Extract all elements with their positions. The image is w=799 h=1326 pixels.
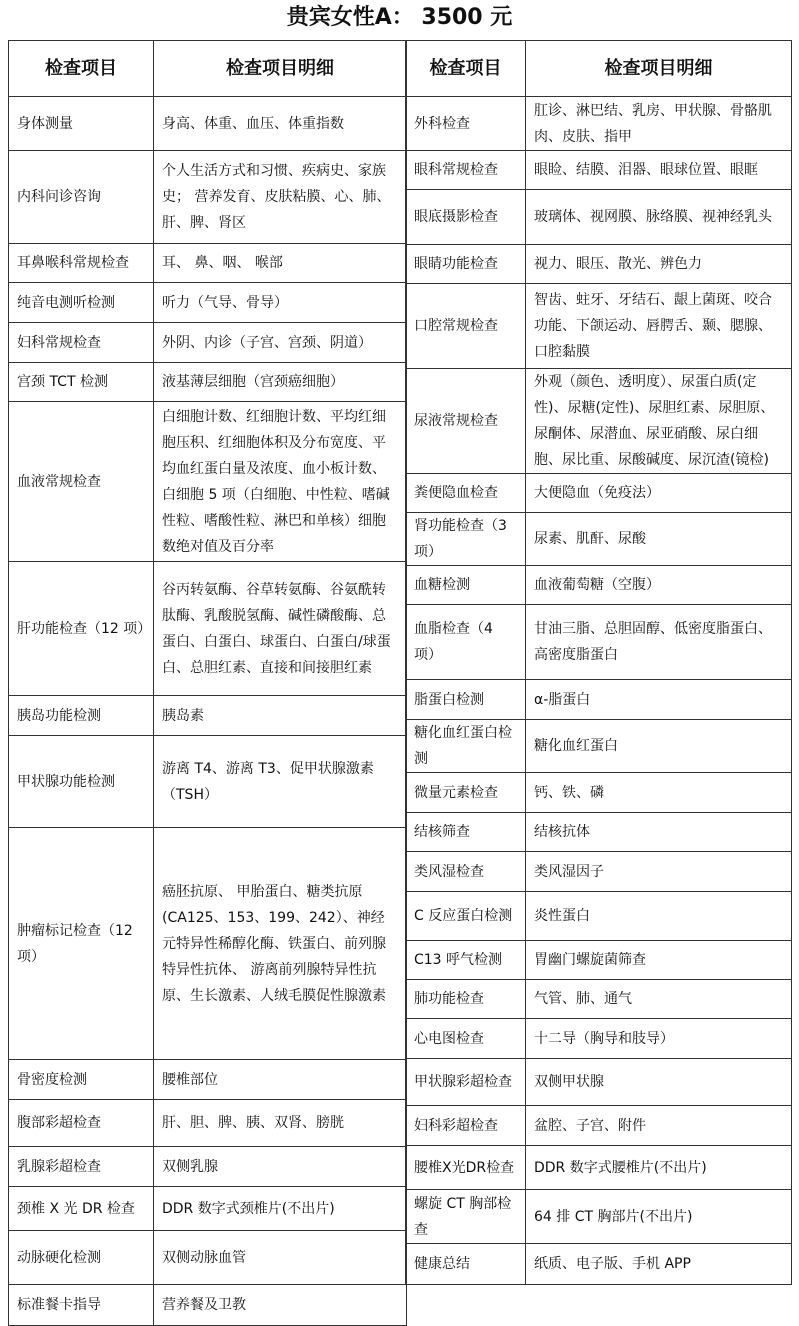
header-detail-right: 检查项目明细 — [526, 41, 792, 97]
table-row — [9, 736, 407, 828]
table-row — [9, 1060, 407, 1100]
table-row — [406, 284, 792, 369]
item-cell: 脂蛋白检测 — [406, 680, 526, 720]
table-row — [9, 244, 407, 283]
table-row — [9, 828, 407, 1060]
detail-cell: 血液葡萄糖（空腹） — [526, 566, 792, 605]
item-cell: 血脂检查（4 项） — [406, 605, 526, 680]
item-cell: 纯音电测听检测 — [9, 283, 154, 323]
item-cell: 颈椎 X 光 DR 检查 — [9, 1187, 154, 1231]
detail-cell: 气管、肺、通气 — [526, 980, 792, 1019]
item-cell: 尿液常规检查 — [406, 369, 526, 474]
detail-cell: 玻璃体、视网膜、脉络膜、视神经乳头 — [526, 190, 792, 245]
table-row — [9, 283, 407, 323]
left-table — [8, 40, 407, 1326]
table-row — [9, 402, 407, 562]
item-cell: 动脉硬化检测 — [9, 1231, 154, 1285]
item-cell: 标准餐卡指导 — [9, 1285, 154, 1326]
table-row — [406, 1106, 792, 1146]
table-row — [406, 1244, 792, 1285]
table-row — [406, 151, 792, 190]
detail-cell: 眼睑、结膜、泪器、眼球位置、眼眶 — [526, 151, 792, 190]
table-row — [406, 941, 792, 980]
right-table — [405, 40, 792, 1285]
item-cell: 甲状腺彩超检查 — [406, 1059, 526, 1106]
item-cell: 眼底摄影检查 — [406, 190, 526, 245]
detail-cell: 结核抗体 — [526, 813, 792, 852]
detail-cell: 64 排 CT 胸部片(不出片) — [526, 1190, 792, 1244]
detail-cell: 胃幽门螺旋菌筛查 — [526, 941, 792, 980]
item-cell: 糖化血红蛋白检测 — [406, 720, 526, 773]
detail-cell: 腰椎部位 — [154, 1060, 407, 1100]
table-row — [9, 363, 407, 402]
item-cell: C13 呼气检测 — [406, 941, 526, 980]
table-row — [406, 813, 792, 852]
detail-cell: 白细胞计数、红细胞计数、平均红细胞压积、红细胞体积及分布宽度、平均血红蛋白量及浓度、血小板计数、白细胞 5 项（白细胞、中性粒、嗜碱性粒、嗜酸性粒、淋巴和单核）细胞数绝对值及百分率 — [154, 402, 407, 562]
table-row — [406, 852, 792, 892]
table-row — [406, 245, 792, 284]
detail-cell: 胰岛素 — [154, 696, 407, 736]
item-cell: 外科检查 — [406, 97, 526, 151]
detail-cell: 双侧乳腺 — [154, 1147, 407, 1187]
detail-cell: 外阴、内诊（子宫、宫颈、阴道） — [154, 323, 407, 363]
table-row — [9, 151, 407, 244]
table-row — [9, 1231, 407, 1285]
table-row — [406, 892, 792, 941]
table-row — [406, 720, 792, 773]
table-row — [9, 323, 407, 363]
detail-cell: 游离 T4、游离 T3、促甲状腺激素（TSH） — [154, 736, 407, 828]
header-item-left: 检查项目 — [9, 41, 154, 97]
item-cell: 结核筛查 — [406, 813, 526, 852]
item-cell: 甲状腺功能检测 — [9, 736, 154, 828]
detail-cell: 糖化血红蛋白 — [526, 720, 792, 773]
detail-cell: 营养餐及卫教 — [154, 1285, 407, 1326]
header-item-right: 检查项目 — [406, 41, 526, 97]
table-row — [406, 369, 792, 474]
item-cell: 微量元素检查 — [406, 773, 526, 813]
item-cell: 血液常规检查 — [9, 402, 154, 562]
detail-cell: 甘油三脂、总胆固醇、低密度脂蛋白、高密度脂蛋白 — [526, 605, 792, 680]
table-row — [406, 474, 792, 513]
item-cell: 肺功能检查 — [406, 980, 526, 1019]
table-row — [406, 773, 792, 813]
item-cell: 宫颈 TCT 检测 — [9, 363, 154, 402]
table-row — [9, 1100, 407, 1147]
table-row — [406, 97, 792, 151]
detail-cell: 癌胚抗原、 甲胎蛋白、糖类抗原(CA125、153、199、242）、神经元特异性稀醇化酶、铁蛋白、前列腺特异性抗体、 游离前列腺特异性抗原、生长激素、人绒毛膜促性腺激素 — [154, 828, 407, 1060]
detail-cell: 谷丙转氨酶、谷草转氨酶、谷氨酰转肽酶、乳酸脱氢酶、碱性磷酸酶、总蛋白、白蛋白、球蛋白、白蛋白/球蛋白、总胆红素、直接和间接胆红素 — [154, 562, 407, 696]
detail-cell: 耳、 鼻、咽、 喉部 — [154, 244, 407, 283]
page-title: 贵宾女性A： 3500 元 — [286, 5, 513, 30]
detail-cell: α-脂蛋白 — [526, 680, 792, 720]
item-cell: 肾功能检查（3 项） — [406, 513, 526, 566]
item-cell: 螺旋 CT 胸部检查 — [406, 1190, 526, 1244]
table-row — [406, 980, 792, 1019]
detail-cell: 盆腔、子宫、附件 — [526, 1106, 792, 1146]
header-detail-left: 检查项目明细 — [154, 41, 407, 97]
item-cell: 乳腺彩超检查 — [9, 1147, 154, 1187]
table-row — [406, 605, 792, 680]
item-cell: 眼睛功能检查 — [406, 245, 526, 284]
detail-cell: 智齿、蛀牙、牙结石、龈上菌斑、咬合功能、下颌运动、唇腭舌、颞、腮腺、口腔黏膜 — [526, 284, 792, 369]
table-row — [9, 1147, 407, 1187]
table-row — [406, 1190, 792, 1244]
item-cell: 腹部彩超检查 — [9, 1100, 154, 1147]
table-row — [9, 562, 407, 696]
detail-cell: 双侧动脉血管 — [154, 1231, 407, 1285]
item-cell: C 反应蛋白检测 — [406, 892, 526, 941]
detail-cell: 纸质、电子版、手机 APP — [526, 1244, 792, 1285]
detail-cell: 液基薄层细胞（宫颈癌细胞） — [154, 363, 407, 402]
table-row — [406, 190, 792, 245]
table-row — [406, 1146, 792, 1190]
table-row — [9, 1187, 407, 1231]
item-cell: 眼科常规检查 — [406, 151, 526, 190]
table-row — [9, 97, 407, 151]
table-row — [406, 513, 792, 566]
item-cell: 肝功能检查（12 项） — [9, 562, 154, 696]
detail-cell: DDR 数字式腰椎片(不出片) — [526, 1146, 792, 1190]
item-cell: 骨密度检测 — [9, 1060, 154, 1100]
item-cell: 腰椎X光DR检查 — [406, 1146, 526, 1190]
detail-cell: 大便隐血（免疫法） — [526, 474, 792, 513]
item-cell: 血糖检测 — [406, 566, 526, 605]
item-cell: 粪便隐血检查 — [406, 474, 526, 513]
detail-cell: 听力（气导、骨导） — [154, 283, 407, 323]
item-cell: 妇科彩超检查 — [406, 1106, 526, 1146]
item-cell: 肿瘤标记检查（12 项） — [9, 828, 154, 1060]
detail-cell: 炎性蛋白 — [526, 892, 792, 941]
detail-cell: 钙、铁、磷 — [526, 773, 792, 813]
detail-cell: 外观（颜色、透明度）、尿蛋白质(定性)、尿糖(定性)、尿胆红素、尿胆原、尿酮体、尿潜血、尿亚硝酸、尿白细胞、尿比重、尿酸碱度、尿沉渣(镜检) — [526, 369, 792, 474]
table-row — [406, 1059, 792, 1106]
item-cell: 内科问诊咨询 — [9, 151, 154, 244]
item-cell: 类风湿检查 — [406, 852, 526, 892]
detail-cell: 个人生活方式和习惯、疾病史、家族史； 营养发育、皮肤粘膜、心、肺、肝、脾、肾区 — [154, 151, 407, 244]
detail-cell: 类风湿因子 — [526, 852, 792, 892]
item-cell: 胰岛功能检测 — [9, 696, 154, 736]
detail-cell: 尿素、肌酐、尿酸 — [526, 513, 792, 566]
detail-cell: 身高、体重、血压、体重指数 — [154, 97, 407, 151]
detail-cell: 十二导（胸导和肢导） — [526, 1019, 792, 1059]
detail-cell: 双侧甲状腺 — [526, 1059, 792, 1106]
detail-cell: 视力、眼压、散光、辨色力 — [526, 245, 792, 284]
table-row — [406, 680, 792, 720]
table-row — [9, 696, 407, 736]
table-row — [406, 1019, 792, 1059]
item-cell: 妇科常规检查 — [9, 323, 154, 363]
item-cell: 身体测量 — [9, 97, 154, 151]
detail-cell: DDR 数字式颈椎片(不出片) — [154, 1187, 407, 1231]
item-cell: 口腔常规检查 — [406, 284, 526, 369]
item-cell: 健康总结 — [406, 1244, 526, 1285]
item-cell: 耳鼻喉科常规检查 — [9, 244, 154, 283]
detail-cell: 肛诊、淋巴结、乳房、甲状腺、骨骼肌肉、皮肤、指甲 — [526, 97, 792, 151]
table-row — [406, 566, 792, 605]
item-cell: 心电图检查 — [406, 1019, 526, 1059]
table-row — [9, 1285, 407, 1326]
detail-cell: 肝、胆、脾、胰、双肾、膀胱 — [154, 1100, 407, 1147]
